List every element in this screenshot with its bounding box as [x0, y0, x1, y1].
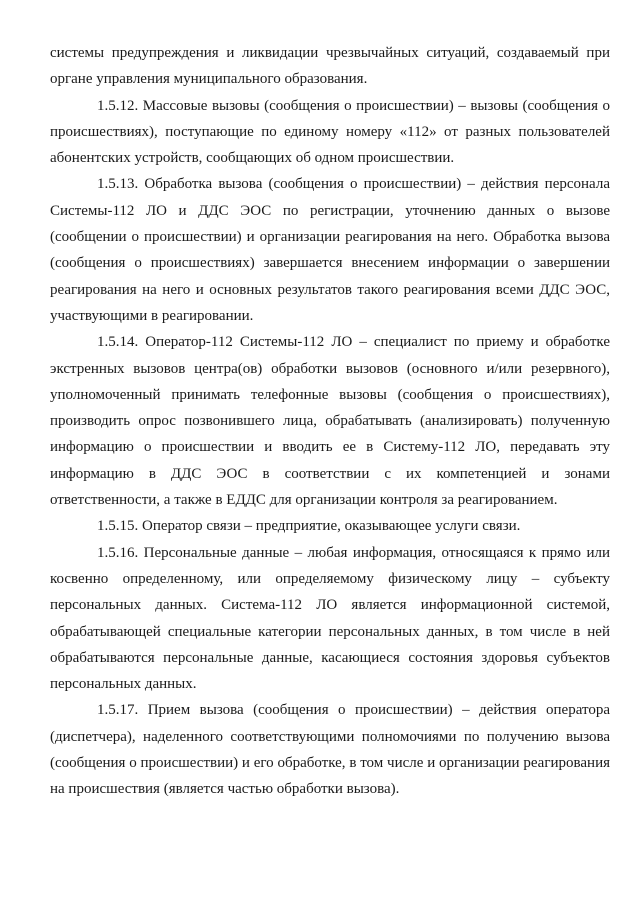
paragraph-1-5-17: 1.5.17. Прием вызова (сообщения о происшествии) – действия оператора (диспетчера), наделенного соответствующими полномочиями по получению вызова (сообщения о происшествии) и его обработке, в том числе и организации реагирования на происшествия (является частью обработки вызова).: [50, 702, 610, 798]
paragraph-1-5-12: 1.5.12. Массовые вызовы (сообщения о происшествии) – вызовы (сообщения о происшествиях), поступающие по единому номеру «112» от разных пользователей абонентских устройств, сообщающих об одном происшествии.: [50, 97, 610, 167]
paragraph-1-5-13: 1.5.13. Обработка вызова (сообщения о происшествии) – действия персонала Системы-112 ЛО и ДДС ЭОС по регистрации, уточнению данных о вызове (сообщении о происшествии) и организации реагирования на него. Обработка вызова (сообщения о происшествиях) завершается внесением информации о завершении реагирования на него и основных результатов такого реагирования всеми ДДС ЭОС, участвующими в реагировании.: [50, 176, 610, 324]
paragraph-continuation: системы предупреждения и ликвидации чрезвычайных ситуаций, создаваемый при органе управления муниципального образования.: [50, 45, 610, 88]
paragraph-1-5-16: 1.5.16. Персональные данные – любая информация, относящаяся к прямо или косвенно определенному, или определяемому физическому лицу – субъекту персональных данных. Система-112 ЛО является информационной системой, обрабатывающей специальные категории персональных данных, в том числе в ней обрабатываются персональные данные, касающиеся состояния здоровья субъектов персональных данных.: [50, 544, 610, 693]
document-page: [50, 40, 610, 803]
paragraph-1-5-15: 1.5.15. Оператор связи – предприятие, оказывающее услуги связи.: [97, 518, 521, 535]
paragraph-1-5-14: 1.5.14. Оператор-112 Системы-112 ЛО – специалист по приему и обработке экстренных вызовов центра(ов) обработки вызовов (основного и/или резервного), уполномоченный принимать телефонные вызовы (сообщения о происшествиях), производить опрос позвонившего лица, обрабатывать (анализировать) полученную информацию о происшествии и вводить ее в Систему-112 ЛО, передавать эту информацию в ДДС ЭОС в соответствии с их компетенцией и зонами ответственности, а также в ЕДДС для организации контроля за реагированием.: [50, 334, 610, 509]
